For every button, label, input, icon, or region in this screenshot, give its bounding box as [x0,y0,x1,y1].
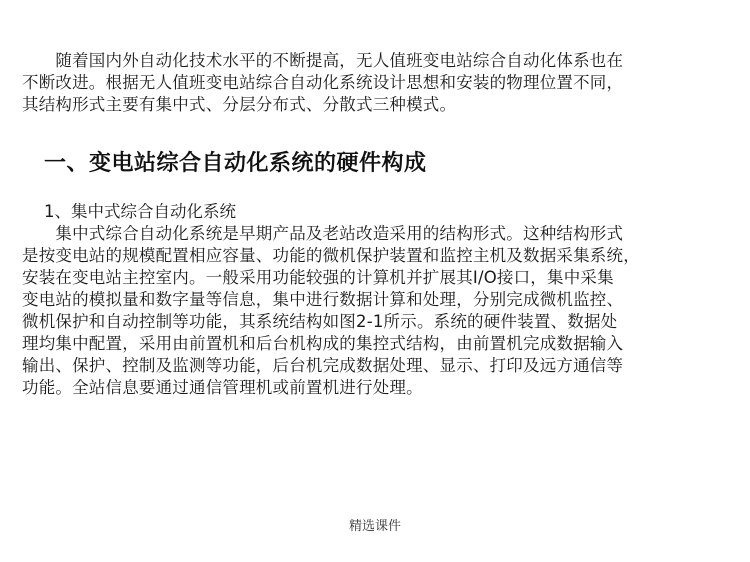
subsection-heading: 1、集中式综合自动化系统 [44,202,236,221]
footer-caption: 精选课件 [348,519,401,534]
intro-paragraph: 随着国内外自动化技术水平的不断提高，无人值班变电站综合自动化体系也在 不断改进。根据无人值班变电站综合自动化系统设计思想和安装的物理位置不同， 其结构形式主要有集中式、分层分布式、分散式三种模式。 [22,51,624,114]
section-heading: 一、变电站综合自动化系统的硬件构成 [44,151,427,176]
body-paragraph: 集中式综合自动化系统是早期产品及老站改造采用的结构形式。这种结构形式 是按变电站的规模配置相应容量、功能的微机保护装置和监控主机及数据采集系统， 安装在变电站主控室内。一般采用功能较强的计算机并扩展其I/O接口，集中采集 变电站的模拟量和数字量等信息，集中进行数据计算和处理，分别完成微机监控、 微机保护和自动控制等功能，其系统结构如图2-1所示。系统的硬件装置、数据处 理均集中配置，采用由前置机和后台机构成的集控式结构，由前置机完成数据输入 输出、保护、控制及监测等功能，后台机完成数据处理、显示、打印及远方通信等 功能。全站信息要通过通信管理机或前置机进行处理。 [22,224,640,397]
